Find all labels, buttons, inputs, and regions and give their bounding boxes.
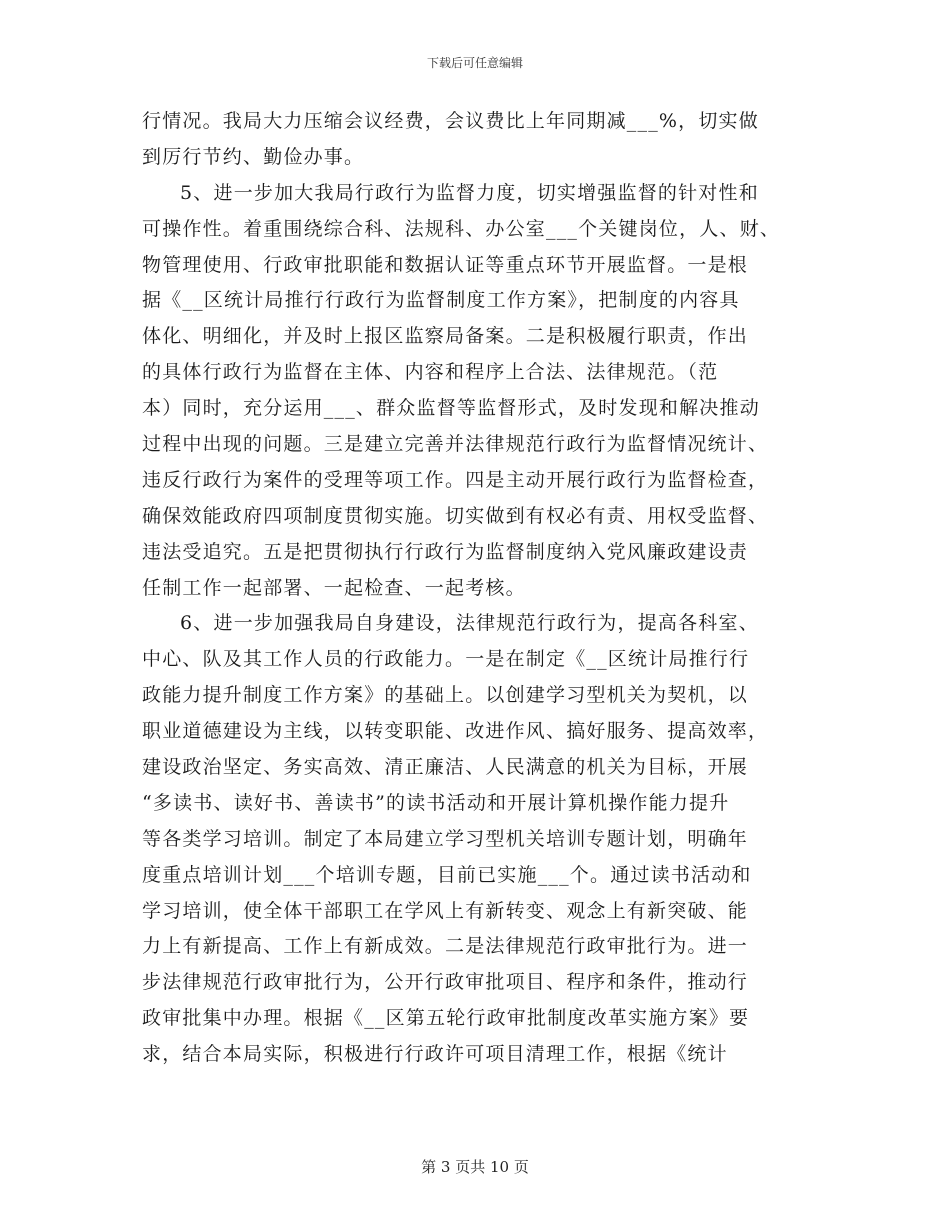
text-line: 建设政治坚定、务实高效、清正廉洁、人民满意的机关为目标，开展 [142, 756, 749, 779]
text-line: 度重点培训计划___个培训专题，目前已实施___个。通过读书活动和 [142, 863, 752, 886]
text-line: 学习培训，使全体干部职工在学风上有新转变、观念上有新突破、能 [142, 899, 749, 922]
document-body [142, 104, 822, 1073]
page-footer: 第 3 页共 10 页 [421, 1158, 529, 1176]
text-line: 的具体行政行为监督在主体、内容和程序上合法、法律规范。（范 [142, 361, 719, 384]
text-line: 5、进一步加大我局行政行为监督力度，切实增强监督的针对性和 [180, 181, 759, 204]
text-line: 过程中出现的问题。三是建立完善并法律规范行政行为监督情况统计、 [142, 433, 769, 456]
text-line: 职业道德建设为主线，以转变职能、改进作风、搞好服务、提高效率， [142, 720, 769, 743]
text-line: “多读书、读好书、善读书”的读书活动和开展计算机操作能力提升 [142, 791, 730, 814]
text-line: 确保效能政府四项制度贯彻实施。切实做到有权必有责、用权受监督、 [142, 504, 769, 527]
text-line: 6、进一步加强我局自身建设，法律规范行政行为，提高各科室、 [180, 612, 759, 635]
text-line: 力上有新提高、工作上有新成效。二是法律规范行政审批行为。进一 [142, 935, 749, 958]
text-line: 任制工作一起部署、一起检查、一起考核。 [142, 576, 526, 599]
text-line: 违反行政行为案件的受理等项工作。四是主动开展行政行为监督检查， [142, 468, 769, 491]
text-line: 政能力提升制度工作方案》的基础上。以创建学习型机关为契机，以 [142, 684, 749, 707]
text-line: 求，结合本局实际，积极进行行政许可项目清理工作，根据《统计 [142, 1043, 728, 1066]
text-line: 等各类学习培训。制定了本局建立学习型机关培训专题计划，明确年 [142, 827, 749, 850]
text-line: 到厉行节约、勤俭办事。 [142, 145, 365, 168]
text-line: 体化、明细化，并及时上报区监察局备案。二是积极履行职责，作出 [142, 325, 749, 348]
text-line: 违法受追究。五是把贯彻执行行政行为监督制度纳入党风廉政建设责 [142, 540, 749, 563]
text-line: 行情况。我局大力压缩会议经费，会议费比上年同期减___%，切实做 [142, 110, 759, 132]
page-header: 下载后可任意编辑 [426, 56, 523, 70]
text-line: 政审批集中办理。根据《__区第五轮行政审批制度改革实施方案》要 [142, 1007, 750, 1030]
text-line: 步法律规范行政审批行为，公开行政审批项目、程序和条件，推动行 [142, 971, 749, 994]
text-line: 中心、队及其工作人员的行政能力。一是在制定《__区统计局推行行 [142, 648, 750, 671]
text-line: 据《__区统计局推行行政行为监督制度工作方案》，把制度的内容具 [142, 289, 740, 312]
text-line: 本）同时，充分运用___、群众监督等监督形式，及时发现和解决推动 [142, 397, 760, 420]
text-line: 可操作性。着重围绕综合科、法规科、办公室___个关键岗位，人、财、 [142, 217, 781, 240]
text-line: 物管理使用、行政审批职能和数据认证等重点环节开展监督。一是根 [142, 253, 749, 276]
